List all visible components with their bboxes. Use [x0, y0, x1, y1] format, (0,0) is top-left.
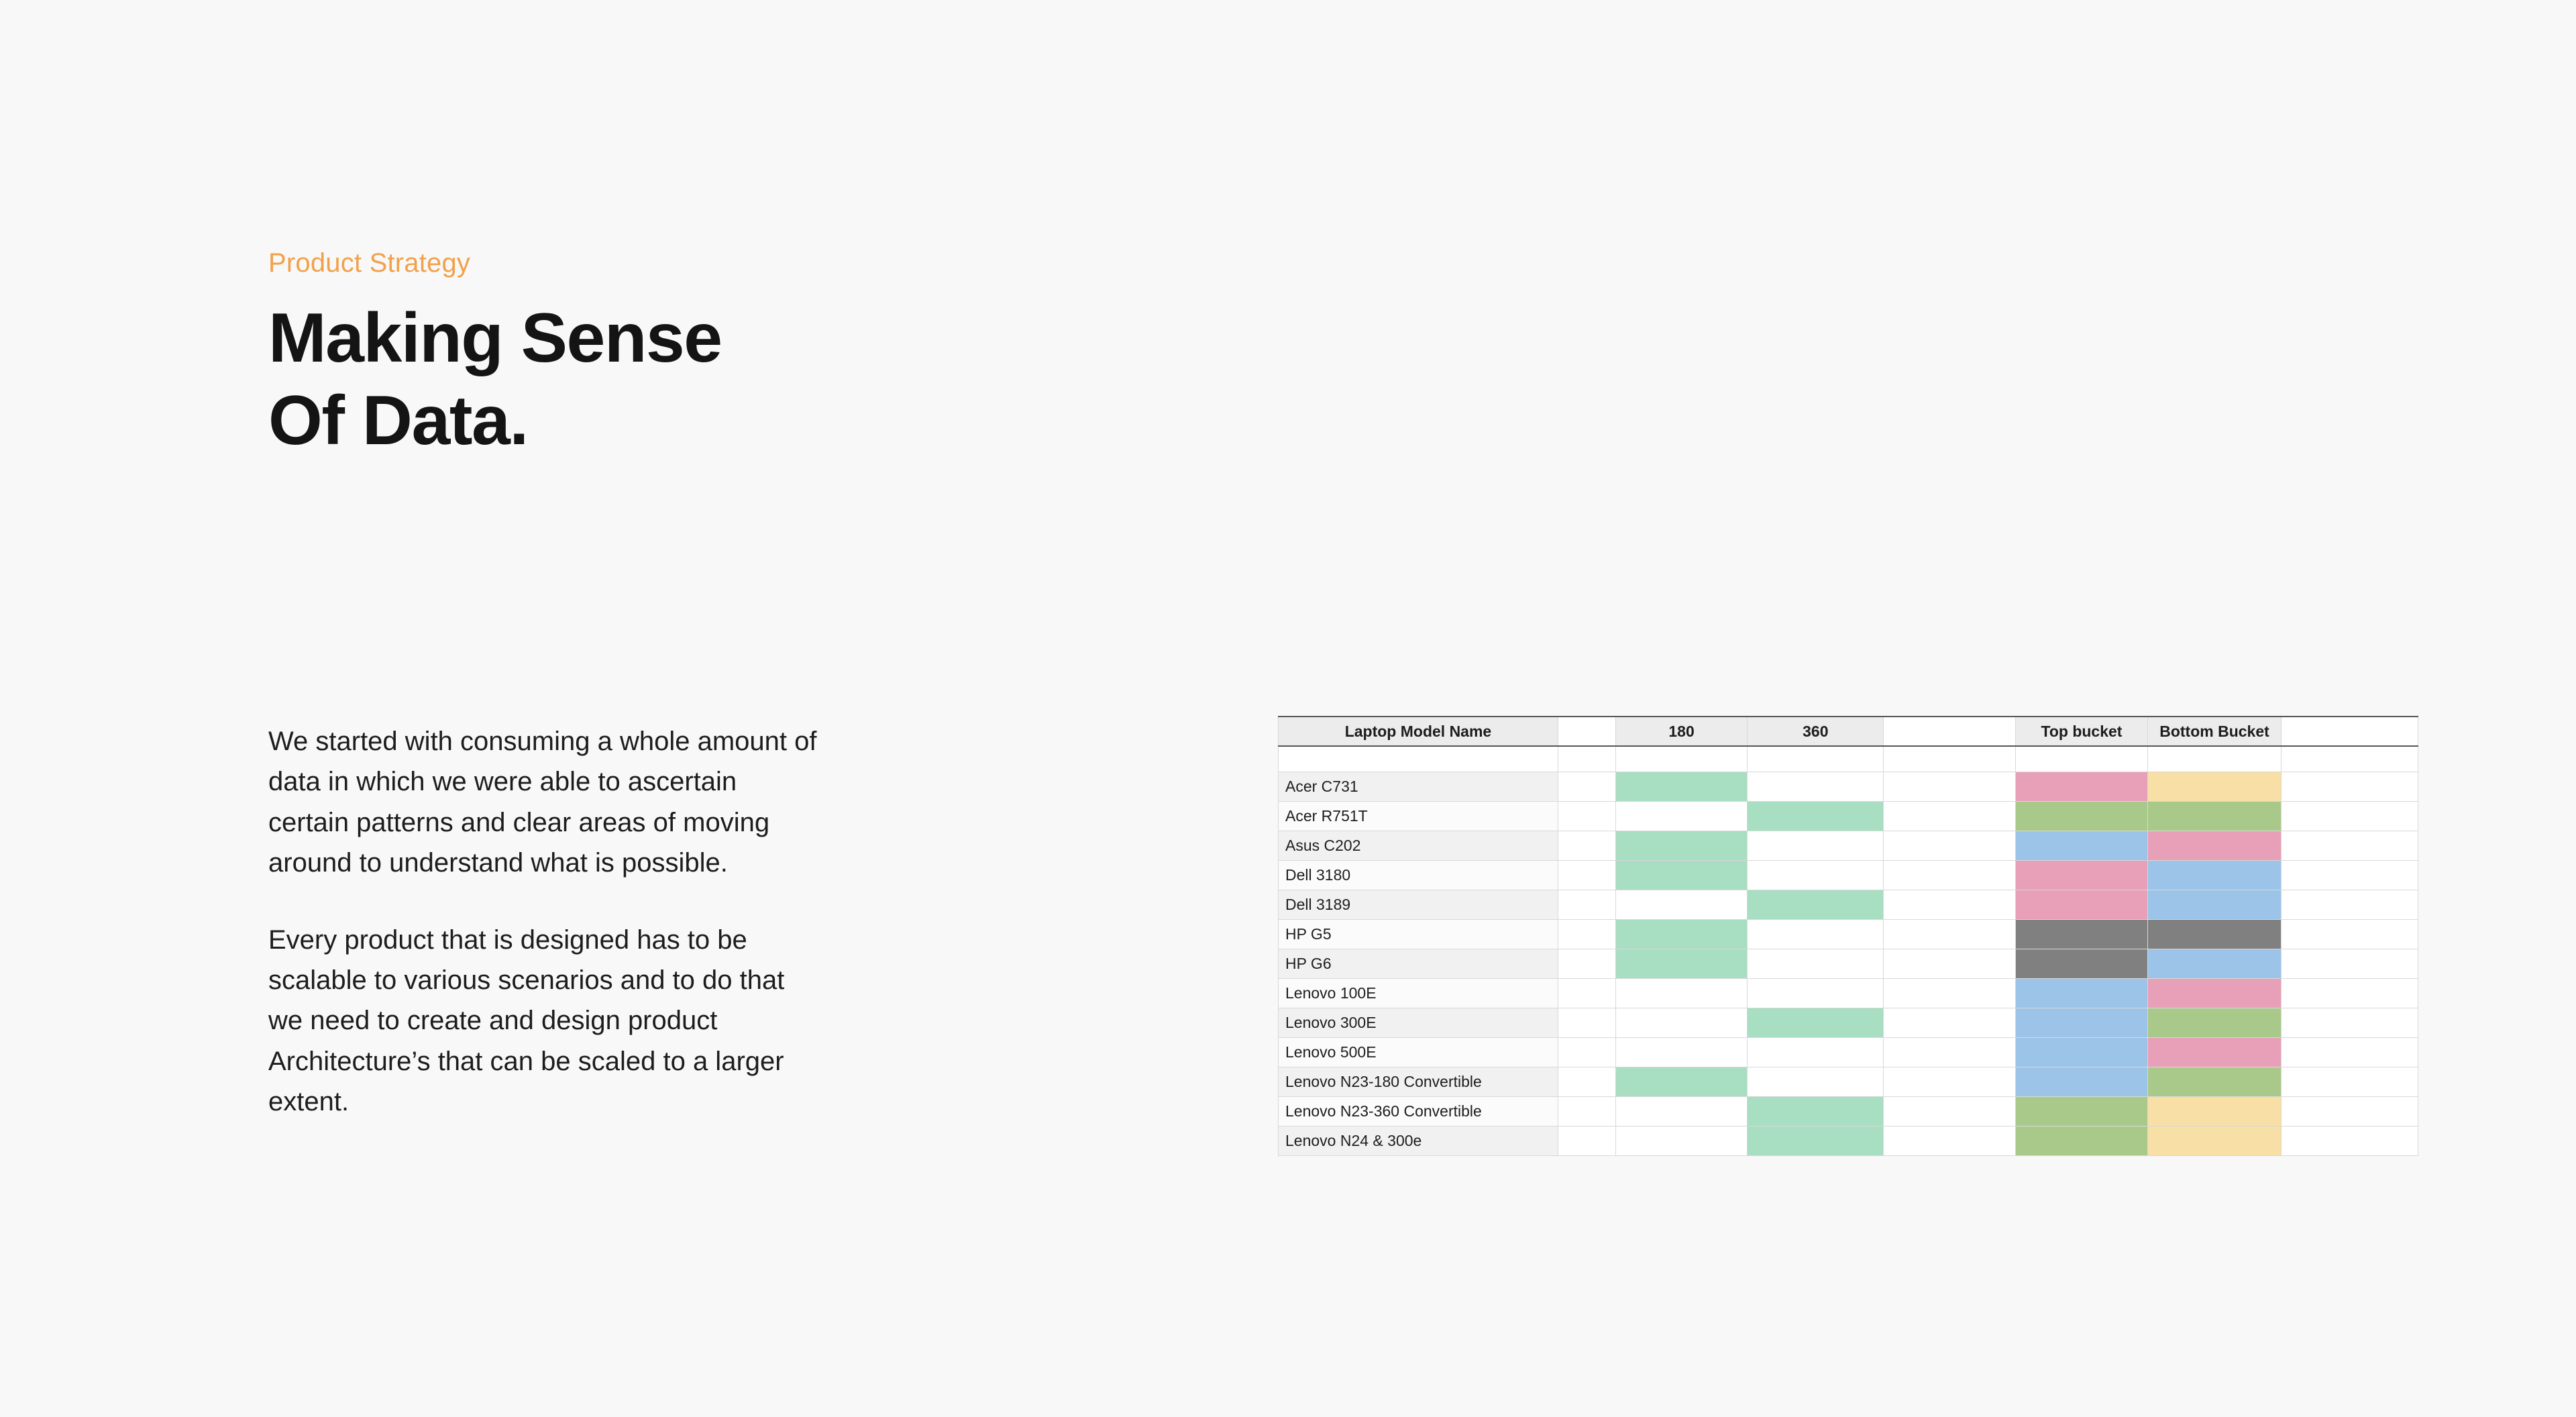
cell-gap-1: [1558, 1067, 1615, 1096]
col-header-tail: [2282, 717, 2418, 746]
table-row: [1279, 1067, 2418, 1096]
page-title: [268, 297, 939, 462]
cell-180-swatch: [1615, 1037, 1748, 1067]
cell-tail: [2282, 772, 2418, 801]
cell-tail: [2282, 978, 2418, 1008]
cell-180-swatch: [1615, 1096, 1748, 1126]
table-row: [1279, 890, 2418, 919]
cell-tail: [2282, 1067, 2418, 1096]
table-row: [1279, 1008, 2418, 1037]
cell-gap-2: [1884, 949, 2016, 978]
cell-bottom-bucket-swatch: [2147, 1067, 2281, 1096]
cell-model-name: Acer R751T: [1279, 801, 1558, 831]
spacer-cell-gap1: [1558, 746, 1615, 772]
table-row: [1279, 919, 2418, 949]
cell-360-swatch: [1748, 890, 1884, 919]
cell-tail: [2282, 919, 2418, 949]
cell-gap-1: [1558, 831, 1615, 860]
cell-gap-2: [1884, 1008, 2016, 1037]
cell-360-swatch: [1748, 1096, 1884, 1126]
cell-bottom-bucket-swatch: [2147, 978, 2281, 1008]
page-title-line-1: Making Sense: [268, 299, 722, 377]
cell-gap-1: [1558, 949, 1615, 978]
col-header-360: 360: [1748, 717, 1884, 746]
cell-360-swatch: [1748, 772, 1884, 801]
spacer-cell-180: [1615, 746, 1748, 772]
cell-model-name: HP G5: [1279, 919, 1558, 949]
table-row: [1279, 772, 2418, 801]
cell-gap-2: [1884, 860, 2016, 890]
eyebrow-label: Product Strategy: [268, 248, 471, 278]
cell-bottom-bucket-swatch: [2147, 949, 2281, 978]
cell-180-swatch: [1615, 890, 1748, 919]
cell-top-bucket-swatch: [2016, 1096, 2148, 1126]
cell-180-swatch: [1615, 1126, 1748, 1155]
col-header-gap-2: [1884, 717, 2016, 746]
cell-model-name: Dell 3189: [1279, 890, 1558, 919]
cell-180-swatch: [1615, 860, 1748, 890]
cell-180-swatch: [1615, 919, 1748, 949]
spacer-cell-tail: [2282, 746, 2418, 772]
table-row: [1279, 1126, 2418, 1155]
cell-model-name: Lenovo 500E: [1279, 1037, 1558, 1067]
cell-tail: [2282, 1037, 2418, 1067]
cell-bottom-bucket-swatch: [2147, 772, 2281, 801]
cell-tail: [2282, 831, 2418, 860]
cell-gap-1: [1558, 919, 1615, 949]
table-row: [1279, 860, 2418, 890]
cell-top-bucket-swatch: [2016, 831, 2148, 860]
cell-bottom-bucket-swatch: [2147, 1037, 2281, 1067]
cell-gap-1: [1558, 1008, 1615, 1037]
cell-gap-2: [1884, 772, 2016, 801]
data-table-container: [1278, 716, 2418, 1156]
cell-model-name: Asus C202: [1279, 831, 1558, 860]
cell-bottom-bucket-swatch: [2147, 860, 2281, 890]
table-body: [1279, 746, 2418, 1155]
col-header-bottom-bucket: Bottom Bucket: [2147, 717, 2281, 746]
cell-gap-2: [1884, 801, 2016, 831]
cell-gap-1: [1558, 772, 1615, 801]
cell-top-bucket-swatch: [2016, 1037, 2148, 1067]
cell-tail: [2282, 1008, 2418, 1037]
cell-top-bucket-swatch: [2016, 1008, 2148, 1037]
cell-model-name: Lenovo N23-180 Convertible: [1279, 1067, 1558, 1096]
body-paragraph-2: Every product that is designed has to be scalable to various scenarios and to do that we need to create and design product Architecture’s that can be scaled to a larger extent.: [268, 925, 785, 1117]
cell-gap-2: [1884, 1037, 2016, 1067]
cell-top-bucket-swatch: [2016, 801, 2148, 831]
cell-model-name: HP G6: [1279, 949, 1558, 978]
cell-gap-2: [1884, 1067, 2016, 1096]
cell-top-bucket-swatch: [2016, 1126, 2148, 1155]
cell-model-name: Acer C731: [1279, 772, 1558, 801]
cell-tail: [2282, 1096, 2418, 1126]
cell-model-name: Lenovo N24 & 300e: [1279, 1126, 1558, 1155]
cell-180-swatch: [1615, 1008, 1748, 1037]
cell-bottom-bucket-swatch: [2147, 890, 2281, 919]
spacer-cell-360: [1748, 746, 1884, 772]
cell-tail: [2282, 890, 2418, 919]
cell-top-bucket-swatch: [2016, 949, 2148, 978]
cell-top-bucket-swatch: [2016, 890, 2148, 919]
body-text-block: [268, 721, 825, 1122]
cell-bottom-bucket-swatch: [2147, 831, 2281, 860]
cell-gap-1: [1558, 978, 1615, 1008]
cell-bottom-bucket-swatch: [2147, 1096, 2281, 1126]
cell-gap-1: [1558, 801, 1615, 831]
cell-360-swatch: [1748, 949, 1884, 978]
cell-gap-2: [1884, 890, 2016, 919]
table-row: [1279, 1096, 2418, 1126]
cell-gap-2: [1884, 1096, 2016, 1126]
cell-180-swatch: [1615, 978, 1748, 1008]
cell-360-swatch: [1748, 860, 1884, 890]
cell-bottom-bucket-swatch: [2147, 919, 2281, 949]
cell-bottom-bucket-swatch: [2147, 1008, 2281, 1037]
col-header-180: 180: [1615, 717, 1748, 746]
col-header-gap-1: [1558, 717, 1615, 746]
cell-gap-1: [1558, 1126, 1615, 1155]
spacer-cell-gap2: [1884, 746, 2016, 772]
table-header-row: [1279, 717, 2418, 746]
cell-model-name: Lenovo N23-360 Convertible: [1279, 1096, 1558, 1126]
table-row: [1279, 1037, 2418, 1067]
cell-gap-2: [1884, 978, 2016, 1008]
table-row: [1279, 801, 2418, 831]
spacer-cell-name: [1279, 746, 1558, 772]
col-header-top-bucket: Top bucket: [2016, 717, 2148, 746]
cell-180-swatch: [1615, 772, 1748, 801]
cell-tail: [2282, 860, 2418, 890]
page-title-line-2: Of Data.: [268, 381, 528, 460]
table-spacer-row: [1279, 746, 2418, 772]
cell-top-bucket-swatch: [2016, 1067, 2148, 1096]
cell-gap-1: [1558, 890, 1615, 919]
cell-top-bucket-swatch: [2016, 978, 2148, 1008]
cell-gap-2: [1884, 919, 2016, 949]
body-paragraph-1: We started with consuming a whole amount of data in which we were able to ascertain certain patterns and clear areas of moving around to understand what is possible.: [268, 727, 817, 878]
cell-360-swatch: [1748, 1067, 1884, 1096]
spacer-cell-top: [2016, 746, 2148, 772]
col-header-model-name: Laptop Model Name: [1279, 717, 1558, 746]
cell-180-swatch: [1615, 801, 1748, 831]
cell-360-swatch: [1748, 919, 1884, 949]
cell-model-name: Dell 3180: [1279, 860, 1558, 890]
cell-180-swatch: [1615, 949, 1748, 978]
cell-top-bucket-swatch: [2016, 772, 2148, 801]
spacer-cell-bottom: [2147, 746, 2281, 772]
table-row: [1279, 978, 2418, 1008]
laptop-model-table: [1278, 716, 2418, 1156]
cell-360-swatch: [1748, 978, 1884, 1008]
cell-bottom-bucket-swatch: [2147, 1126, 2281, 1155]
table-row: [1279, 831, 2418, 860]
cell-bottom-bucket-swatch: [2147, 801, 2281, 831]
cell-360-swatch: [1748, 1126, 1884, 1155]
cell-model-name: Lenovo 100E: [1279, 978, 1558, 1008]
cell-360-swatch: [1748, 1008, 1884, 1037]
cell-gap-1: [1558, 860, 1615, 890]
cell-tail: [2282, 1126, 2418, 1155]
cell-top-bucket-swatch: [2016, 919, 2148, 949]
cell-360-swatch: [1748, 801, 1884, 831]
table-row: [1279, 949, 2418, 978]
slide-heading-block: [268, 248, 939, 462]
cell-gap-2: [1884, 1126, 2016, 1155]
cell-top-bucket-swatch: [2016, 860, 2148, 890]
cell-tail: [2282, 801, 2418, 831]
cell-360-swatch: [1748, 1037, 1884, 1067]
cell-gap-1: [1558, 1037, 1615, 1067]
cell-gap-2: [1884, 831, 2016, 860]
cell-model-name: Lenovo 300E: [1279, 1008, 1558, 1037]
cell-tail: [2282, 949, 2418, 978]
cell-180-swatch: [1615, 1067, 1748, 1096]
cell-gap-1: [1558, 1096, 1615, 1126]
cell-180-swatch: [1615, 831, 1748, 860]
cell-360-swatch: [1748, 831, 1884, 860]
